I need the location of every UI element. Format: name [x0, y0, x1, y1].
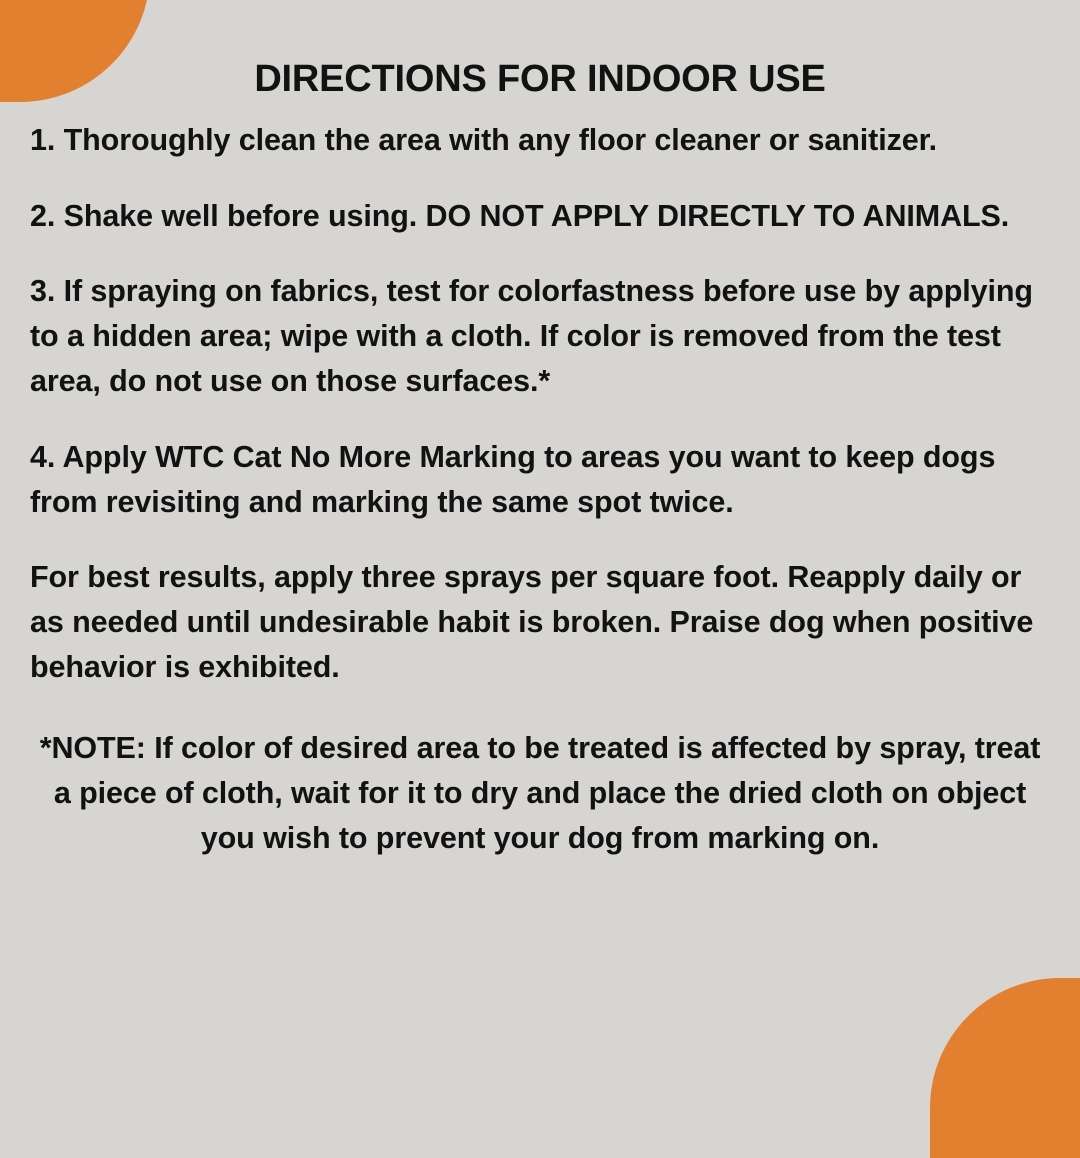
- decorative-corner-bottom-right: [930, 978, 1080, 1158]
- page-title: DIRECTIONS FOR INDOOR USE: [254, 58, 826, 100]
- instruction-step-1: 1. Thoroughly clean the area with any floor cleaner or sanitizer.: [30, 122, 938, 157]
- instruction-step-3: 3. If spraying on fabrics, test for colorfastness before use by applying to a hidden area; wipe with a cloth. If color is removed from the test area, do not use on those surfaces.*: [30, 274, 1033, 398]
- best-results-paragraph: For best results, apply three sprays per square foot. Reapply daily or as needed until undesirable habit is broken. Praise dog when positive behavior is exhibited.: [30, 560, 1034, 685]
- note-paragraph: *NOTE: If color of desired area to be treated is affected by spray, treat a piece of cloth, wait for it to dry and place the dried cloth on object you wish to prevent your dog from marking on.: [39, 730, 1041, 856]
- instruction-step-4: 4. Apply WTC Cat No More Marking to areas you want to keep dogs from revisiting and marking the same spot twice.: [30, 439, 996, 519]
- instruction-step-2: 2. Shake well before using. DO NOT APPLY DIRECTLY TO ANIMALS.: [30, 198, 1010, 233]
